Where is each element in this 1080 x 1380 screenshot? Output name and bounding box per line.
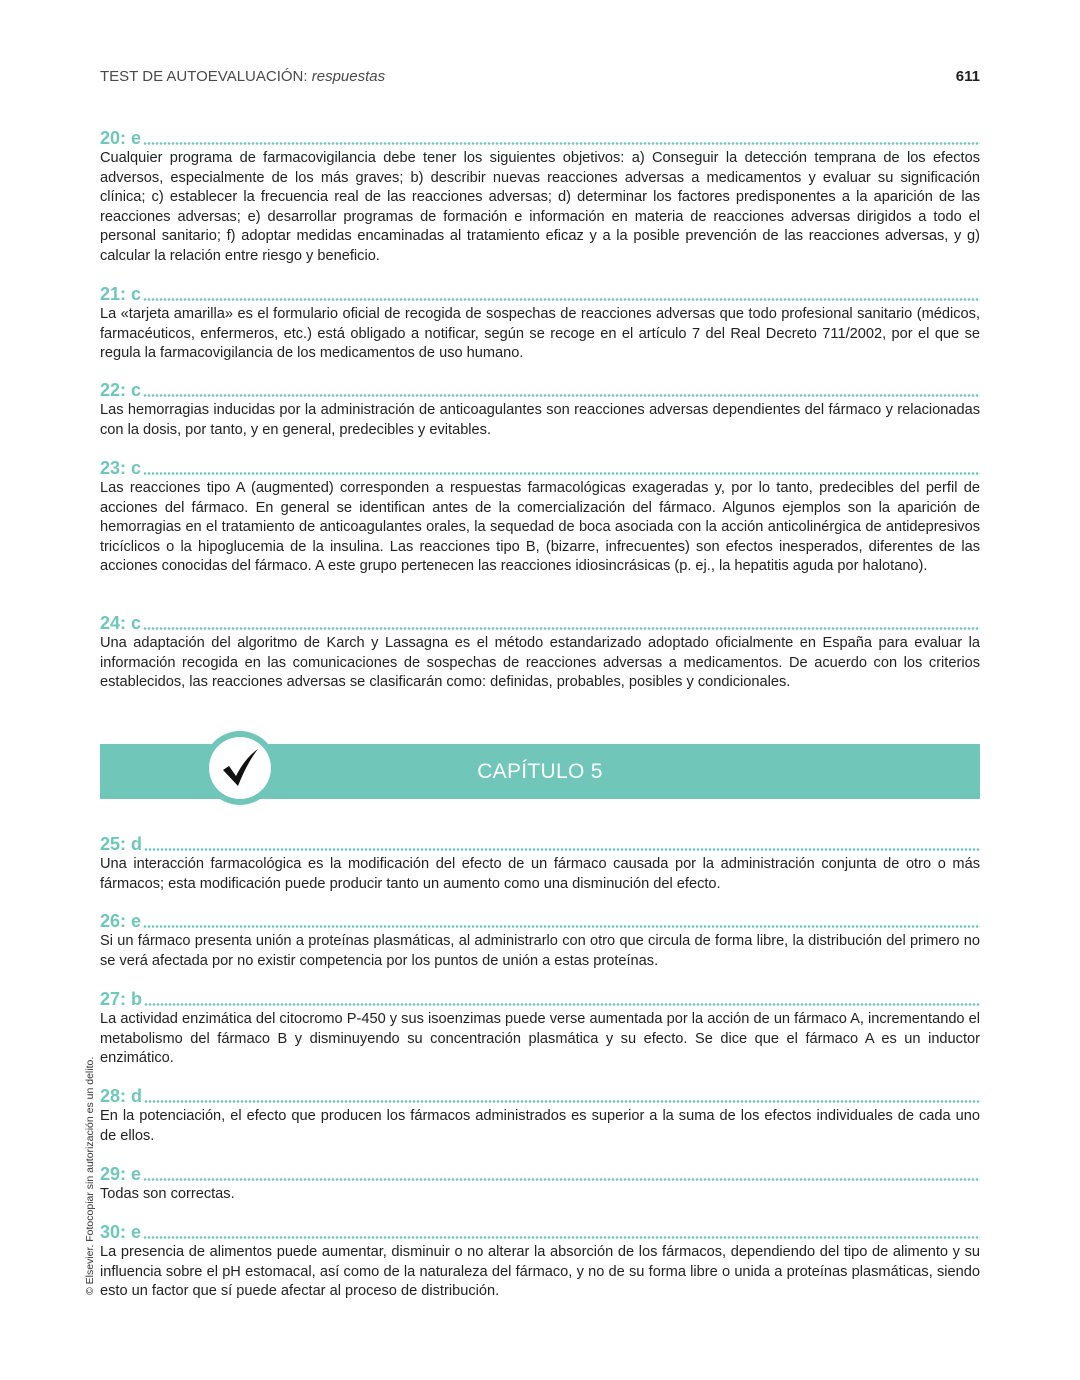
question-heading (100, 128, 980, 148)
answer-block (100, 911, 980, 971)
question-label: 22: c (100, 380, 142, 400)
answer-block (100, 128, 980, 267)
question-heading (100, 911, 980, 931)
question-heading (100, 989, 980, 1009)
check-badge (203, 731, 277, 805)
answer-block (100, 613, 980, 693)
question-label: 29: e (100, 1164, 142, 1184)
question-label: 23: c (100, 458, 142, 478)
answer-block (100, 284, 980, 364)
question-heading (100, 1086, 980, 1106)
page-number: 611 (955, 68, 980, 85)
question-label: 20: e (100, 128, 142, 148)
question-heading (100, 1222, 980, 1242)
answer-text: La presencia de alimentos puede aumentar, disminuir o no alterar la absorción de los fármacos, dependiendo del tipo de alimento y su influencia sobre el pH estomacal, así como de la naturaleza del fármaco, y no de su forma libre o unida a proteínas plasmáticas, siendo esto un factor que sí puede afectar al proceso de distribución. (100, 1244, 980, 1300)
question-label: 26: e (100, 911, 142, 931)
answer-text: La «tarjeta amarilla» es el formulario oficial de recogida de sospechas de reacciones adversas que todo profesional sanitario (médicos, farmacéuticos, enfermeros, etc.) está obligado a notificar, según se recoge en el artículo 7 del Real Decreto 711/2002, por el que se regula la farmacovigilancia de los medicamentos de uso humano. (100, 306, 980, 362)
answer-block (100, 458, 980, 577)
question-label: 24: c (100, 613, 142, 633)
question-label: 25: d (100, 834, 143, 854)
question-heading (100, 458, 980, 478)
question-heading (100, 613, 980, 633)
dotted-leader (144, 848, 980, 851)
dotted-leader (143, 394, 980, 397)
header-title: TEST DE AUTOEVALUACIÓN: respuestas (100, 68, 386, 85)
question-label: 27: b (100, 989, 143, 1009)
answer-block (100, 834, 980, 894)
chapter-title: CAPÍTULO 5 (477, 759, 603, 783)
answer-text: Una interacción farmacológica es la modificación del efecto de un fármaco causada por la administración conjunta de otro o más fármacos; esta modificación puede producir tanto un aumento como una disminución del efecto. (100, 856, 980, 892)
answer-text: Una adaptación del algoritmo de Karch y Lassagna es el método estandarizado adoptado oficialmente en España para evaluar la información recogida en las comunicaciones de sospechas de reacciones adversas a medicamentos. De acuerdo con los criterios establecidos, las reacciones adversas se clasificarán como: definidas, probables, posibles y condicionales. (100, 635, 980, 691)
question-label: 21: c (100, 284, 142, 304)
answer-text: Todas son correctas. (100, 1186, 235, 1202)
answer-block (100, 1086, 980, 1146)
answer-block (100, 380, 980, 440)
question-label: 28: d (100, 1086, 143, 1106)
dotted-leader (144, 1100, 980, 1103)
header-subtitle: respuestas (311, 68, 386, 85)
answer-text: Las reacciones tipo A (augmented) corresponden a respuestas farmacológicas exageradas y, por lo tanto, predecibles del perfil de acciones del fármaco. En general se identifican antes de la comercialización del fármaco. Algunos ejemplos son la aparición de hemorragias en el tratamiento de anticoagulantes orales, la sequedad de boca asociada con la acción anticolinérgica de antidepresivos tricíclicos o la hipoglucemia de la insulina. Las reacciones tipo B, (bizarre, infrecuentes) son efectos inesperados, diferentes de las acciones conocidas del fármaco. A este grupo pertenecen las reacciones idiosincrásicas (p. ej., la hepatitis aguda por halotano). (100, 480, 980, 575)
question-label: 30: e (100, 1222, 142, 1242)
answer-block (100, 1164, 980, 1205)
running-header (100, 68, 980, 90)
dotted-leader (143, 925, 980, 928)
question-heading (100, 834, 980, 854)
dotted-leader (143, 472, 980, 475)
dotted-leader (143, 627, 980, 630)
dotted-leader (143, 1178, 980, 1181)
question-heading (100, 380, 980, 400)
question-heading (100, 1164, 980, 1184)
answer-block (100, 989, 980, 1069)
dotted-leader (144, 1003, 980, 1006)
check-icon (209, 737, 271, 799)
answer-text: En la potenciación, el efecto que producen los fármacos administrados es superior a la suma de los efectos individuales de cada uno de ellos. (100, 1108, 980, 1144)
dotted-leader (143, 1236, 980, 1239)
copyright-note: © Elsevier. Fotocopiar sin autorización es un delito. (84, 1056, 96, 1295)
answer-block (100, 1222, 980, 1302)
answer-text: Las hemorragias inducidas por la administración de anticoagulantes son reacciones adversas dependientes del fármaco y relacionadas con la dosis, por tanto, y en general, predecibles y evitables. (100, 402, 980, 438)
dotted-leader (143, 298, 980, 301)
answer-text: La actividad enzimática del citocromo P-450 y sus isoenzimas puede verse aumentada por la acción de un fármaco A, incrementando el metabolismo del fármaco B y disminuyendo su concentración plasmática y su efecto. Se dice que el fármaco A es un inductor enzimático. (100, 1011, 980, 1067)
check-icon-graphic (217, 745, 263, 791)
question-heading (100, 284, 980, 304)
answer-text: Cualquier programa de farmacovigilancia debe tener los siguientes objetivos: a) Conseguir la detección temprana de los efectos adversos, especialmente de los más graves; b) describir nuevas reacciones adversas a medicamentos y evaluar su significación clínica; c) establecer la frecuencia real de las reacciones adversas; d) determinar los factores predisponentes a la aparición de las reacciones adversas; e) desarrollar programas de formación e información en materia de reacciones adversas dirigidos a todo el personal sanitario; f) adoptar medidas encaminadas al tratamiento eficaz y a la posible prevención de las reacciones adversas, y g) calcular la relación entre riesgo y beneficio. (100, 150, 980, 264)
dotted-leader (143, 142, 980, 145)
answer-text: Si un fármaco presenta unión a proteínas plasmáticas, al administrarlo con otro que circula de forma libre, la distribución del primero no se verá afectada por no existir competencia por los puntos de unión a estas proteínas. (100, 933, 980, 969)
